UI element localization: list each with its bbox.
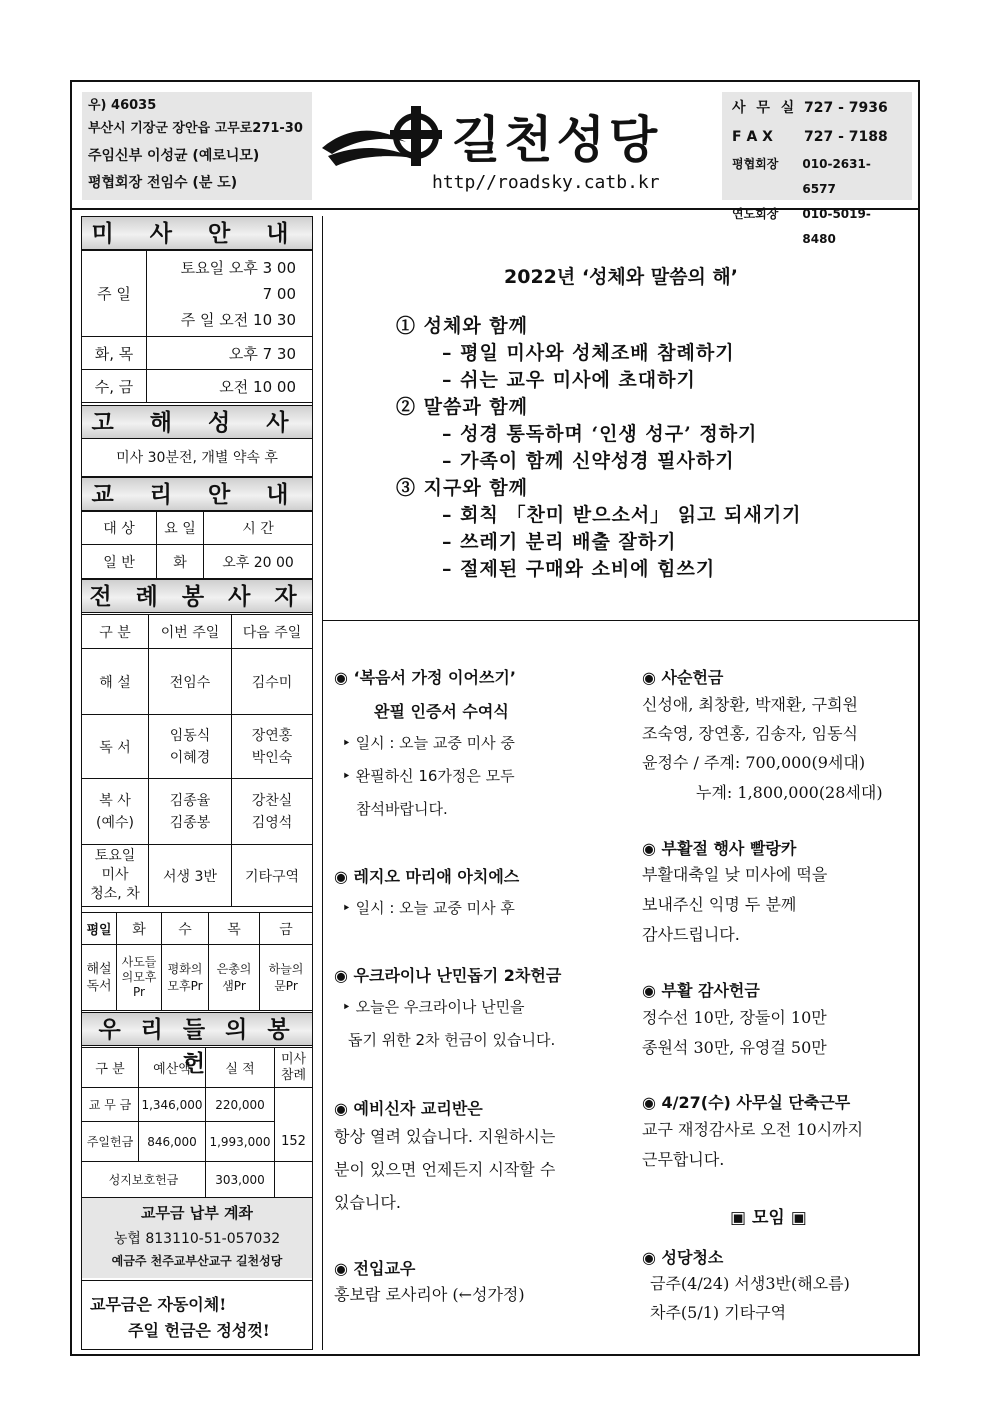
notice-easter-text: 보내주신 익명 두 분께	[642, 895, 797, 914]
catechism-day: 화	[157, 545, 204, 579]
liturgy-table	[81, 614, 313, 907]
notice-gospel-bullet: ‣ 완필하신 16가정은 모두	[342, 767, 515, 785]
fax-number: 727 - 7188	[804, 129, 888, 145]
contacts-box	[722, 92, 912, 246]
attendance-count	[275, 1088, 313, 1162]
theme-divider	[322, 620, 920, 621]
notice-catechumen-text: 있습니다.	[334, 1193, 401, 1212]
account-note-2: 주일 헌금은 정성껏!	[128, 1321, 270, 1340]
theme-title: 2022년 ‘성체와 말씀의 해’	[504, 266, 738, 288]
mass-time: 오후 7 30	[147, 337, 313, 370]
weekday-header: 수	[162, 913, 209, 945]
offering-actual: 220,000	[206, 1088, 275, 1122]
liturgy-next-week: 김수미	[232, 649, 313, 715]
address: 부산시 기장군 장안읍 고무로271-30	[88, 121, 303, 136]
notice-lent-text: 윤정수 / 주계: 700,000(9세대)	[642, 753, 866, 772]
church-name: 길천성당	[452, 111, 662, 169]
notice-gospel-bullet: ‣ 일시 : 오늘 교중 미사 중	[342, 734, 515, 752]
mass-sunday-label: 주 일	[82, 251, 147, 337]
catechism-header: 시 간	[204, 512, 313, 545]
notice-ukraine-bullet: 돕기 위한 2차 헌금이 있습니다.	[348, 1031, 556, 1049]
notice-office-text: 근무합니다.	[642, 1150, 725, 1169]
mass-title: 미 사 안 내	[82, 216, 312, 250]
theme-item: – 평일 미사와 성체조배 참례하기	[442, 342, 735, 364]
notice-legio-bullet: ‣ 일시 : 오늘 교중 미사 후	[342, 899, 515, 917]
notice-lent-text: 조숙영, 장연홍, 김송자, 임동식	[642, 724, 858, 743]
holy-land-label: 성지보호헌금	[82, 1162, 206, 1198]
confession-text: 미사 30분전, 개별 약속 후	[81, 440, 313, 477]
notice-gospel-bullet: 참석바랍니다.	[356, 800, 448, 818]
liturgy-title: 전 례 봉 사 자	[82, 579, 312, 613]
weekday-header: 화	[117, 913, 162, 945]
yeondo-label: 연도회장	[732, 207, 779, 221]
theme-item: ① 성체와 함께	[396, 315, 528, 337]
office-label: 사 무 실	[732, 100, 798, 116]
account-title: 교무금 납부 계좌	[141, 1204, 253, 1222]
mass-time: 오전 10 00	[147, 370, 313, 403]
liturgy-header: 다음 주일	[232, 615, 313, 649]
liturgy-role: 토요일 미사 청소, 차	[82, 845, 149, 907]
liturgy-this-week: 김종율 김종봉	[149, 779, 232, 845]
liturgy-this-week: 임동식 이혜경	[149, 715, 232, 779]
catechism-title: 교 리 안 내	[82, 477, 312, 511]
notice-office-title: ◉ 4/27(수) 사무실 단축근무	[642, 1093, 851, 1112]
notice-newcomer-title: ◉ 전입교우	[334, 1259, 416, 1278]
liturgy-role: 독 서	[82, 715, 149, 779]
confession-title: 고 해 성 사	[82, 405, 312, 439]
offering-header: 미사 참례	[275, 1048, 313, 1088]
theme-list	[396, 313, 802, 583]
notice-lent-title: ◉ 사순헌금	[642, 668, 724, 687]
notice-gospel-subtitle: 완필 인증서 수여식	[374, 702, 509, 721]
catechism-target: 일 반	[82, 545, 157, 579]
notice-catechumen-text: 항상 열려 있습니다. 지원하시는	[334, 1127, 556, 1146]
weekday-header: 목	[209, 913, 260, 945]
liturgy-next-week: 장연홍 박인숙	[232, 715, 313, 779]
priest: 주임신부 이성균 (예로니모)	[88, 148, 260, 164]
notice-newcomer-text: 홍보람 로사리아 (←성가정)	[334, 1285, 525, 1304]
liturgy-header: 구 분	[82, 615, 149, 649]
address-box	[82, 92, 312, 200]
offering-header: 실 적	[206, 1048, 275, 1088]
offering-label: 주일헌금	[82, 1122, 139, 1162]
weekday-cell: 은총의 샘Pr	[209, 945, 260, 1011]
notice-thanks-title: ◉ 부활 감사헌금	[642, 981, 760, 1000]
account-note-1: 교무금은 자동이체!	[90, 1295, 227, 1314]
postal-code: 우) 46035	[88, 98, 157, 113]
liturgy-header: 이번 주일	[149, 615, 232, 649]
yeondo-phone: 010-5019-8480	[802, 207, 871, 246]
catechism-table	[81, 511, 313, 579]
theme-item: – 가족이 함께 신약성경 필사하기	[442, 450, 735, 472]
offering-title: 우 리 들 의 봉 헌	[82, 1012, 312, 1046]
notice-legio-title: ◉ 레지오 마리애 아치에스	[334, 867, 520, 886]
account-holder: 예금주 천주교부산교구 길천성당	[111, 1254, 283, 1268]
offering-budget: 1,346,000	[139, 1088, 206, 1122]
notice-lent-text: 누계: 1,800,000(28세대)	[696, 783, 883, 802]
offering-header: 예산액	[139, 1048, 206, 1088]
liturgy-role: 해 설	[82, 649, 149, 715]
weekday-cell: 해설 독서	[82, 945, 117, 1011]
liturgy-this-week: 전임수	[149, 649, 232, 715]
offering-table	[81, 1047, 313, 1198]
theme-item: ② 말씀과 함께	[396, 396, 528, 418]
holy-land-value: 303,000	[206, 1162, 275, 1198]
mass-sunday-morning: 주 일 오전 10 30	[180, 310, 296, 329]
office-phone: 727 - 7936	[804, 100, 888, 116]
weekday-table	[81, 912, 313, 1011]
liturgy-role: 복 사 (예수)	[82, 779, 149, 845]
liturgy-next-week: 강찬실 김영석	[232, 779, 313, 845]
account-divider	[81, 1280, 313, 1281]
theme-item: ③ 지구와 함께	[396, 477, 528, 499]
offering-header: 구 분	[82, 1048, 139, 1088]
theme-item: – 회칙 「찬미 받으소서」 읽고 되새기기	[442, 504, 802, 526]
weekday-header: 금	[260, 913, 313, 945]
notice-thanks-text: 정수선 10만, 장둘이 10만	[642, 1008, 827, 1027]
theme-item: – 성경 통독하며 ‘인생 성구’ 정하기	[442, 423, 758, 445]
catechism-header: 대 상	[82, 512, 157, 545]
notice-easter-text: 부활대축일 낮 미사에 떡을	[642, 865, 828, 884]
meeting-title: ▣ 모임 ▣	[730, 1208, 807, 1228]
theme-item: – 절제된 구매와 소비에 힘쓰기	[442, 558, 716, 580]
offering-budget: 846,000	[139, 1122, 206, 1162]
theme-item: – 쓰레기 분리 배출 잘하기	[442, 531, 677, 553]
attendance-value: 152	[281, 1134, 306, 1149]
council-phone: 010-2631-6577	[802, 157, 871, 196]
account-box	[82, 1198, 312, 1278]
weekday-cell: 하늘의 문Pr	[260, 945, 313, 1011]
weekday-cell: 사도들 의모후 Pr	[117, 945, 162, 1011]
notice-cleaning-text: 금주(4/24) 서생3반(해오름)	[650, 1274, 850, 1293]
notice-catechumen-title: ◉ 예비신자 교리반은	[334, 1099, 483, 1118]
church-logo	[318, 96, 448, 176]
catechism-header: 요 일	[157, 512, 204, 545]
website-url[interactable]: http//roadsky.catb.kr	[432, 172, 660, 193]
mass-day: 화, 목	[82, 337, 147, 370]
mass-table	[81, 250, 313, 403]
notice-thanks-text: 종원석 30만, 유영걸 50만	[642, 1038, 827, 1057]
mass-saturday: 토요일 오후 3 00	[180, 258, 296, 277]
notice-lent-text: 신성애, 최창환, 박재환, 구희원	[642, 695, 858, 714]
notice-catechumen-text: 분이 있으면 언제든지 시작할 수	[334, 1160, 556, 1179]
council-president: 평협회장 전임수 (분 도)	[88, 175, 238, 191]
weekday-cell: 평화의 모후Pr	[162, 945, 209, 1011]
weekday-header: 평일	[82, 913, 117, 945]
theme-item: – 쉬는 교우 미사에 초대하기	[442, 369, 696, 391]
liturgy-this-week: 서생 3반	[149, 845, 232, 907]
notice-office-text: 교구 재정감사로 오전 10시까지	[642, 1120, 864, 1139]
mass-sunday-7: 7 00	[262, 284, 296, 303]
liturgy-next-week: 기타구역	[232, 845, 313, 907]
offering-actual: 1,993,000	[206, 1122, 275, 1162]
offering-label: 교 무 금	[82, 1088, 139, 1122]
notice-easter-title: ◉ 부활절 행사 빨랑카	[642, 839, 797, 858]
notice-cleaning-title: ◉ 성당청소	[642, 1248, 724, 1267]
notice-gospel-title: ◉ ‘복음서 가정 이어쓰기’	[334, 668, 516, 687]
notice-ukraine-title: ◉ 우크라이나 난민돕기 2차헌금	[334, 966, 562, 985]
mass-day: 수, 금	[82, 370, 147, 403]
notice-easter-text: 감사드립니다.	[642, 925, 740, 944]
account-number: 농협 813110-51-057032	[113, 1231, 281, 1247]
notice-cleaning-text: 차주(5/1) 기타구역	[650, 1303, 787, 1322]
council-label: 평협회장	[732, 157, 779, 171]
fax-label: F A X	[732, 129, 773, 145]
catechism-time: 오후 20 00	[204, 545, 313, 579]
notice-ukraine-bullet: ‣ 오늘은 우크라이나 난민을	[342, 998, 525, 1016]
